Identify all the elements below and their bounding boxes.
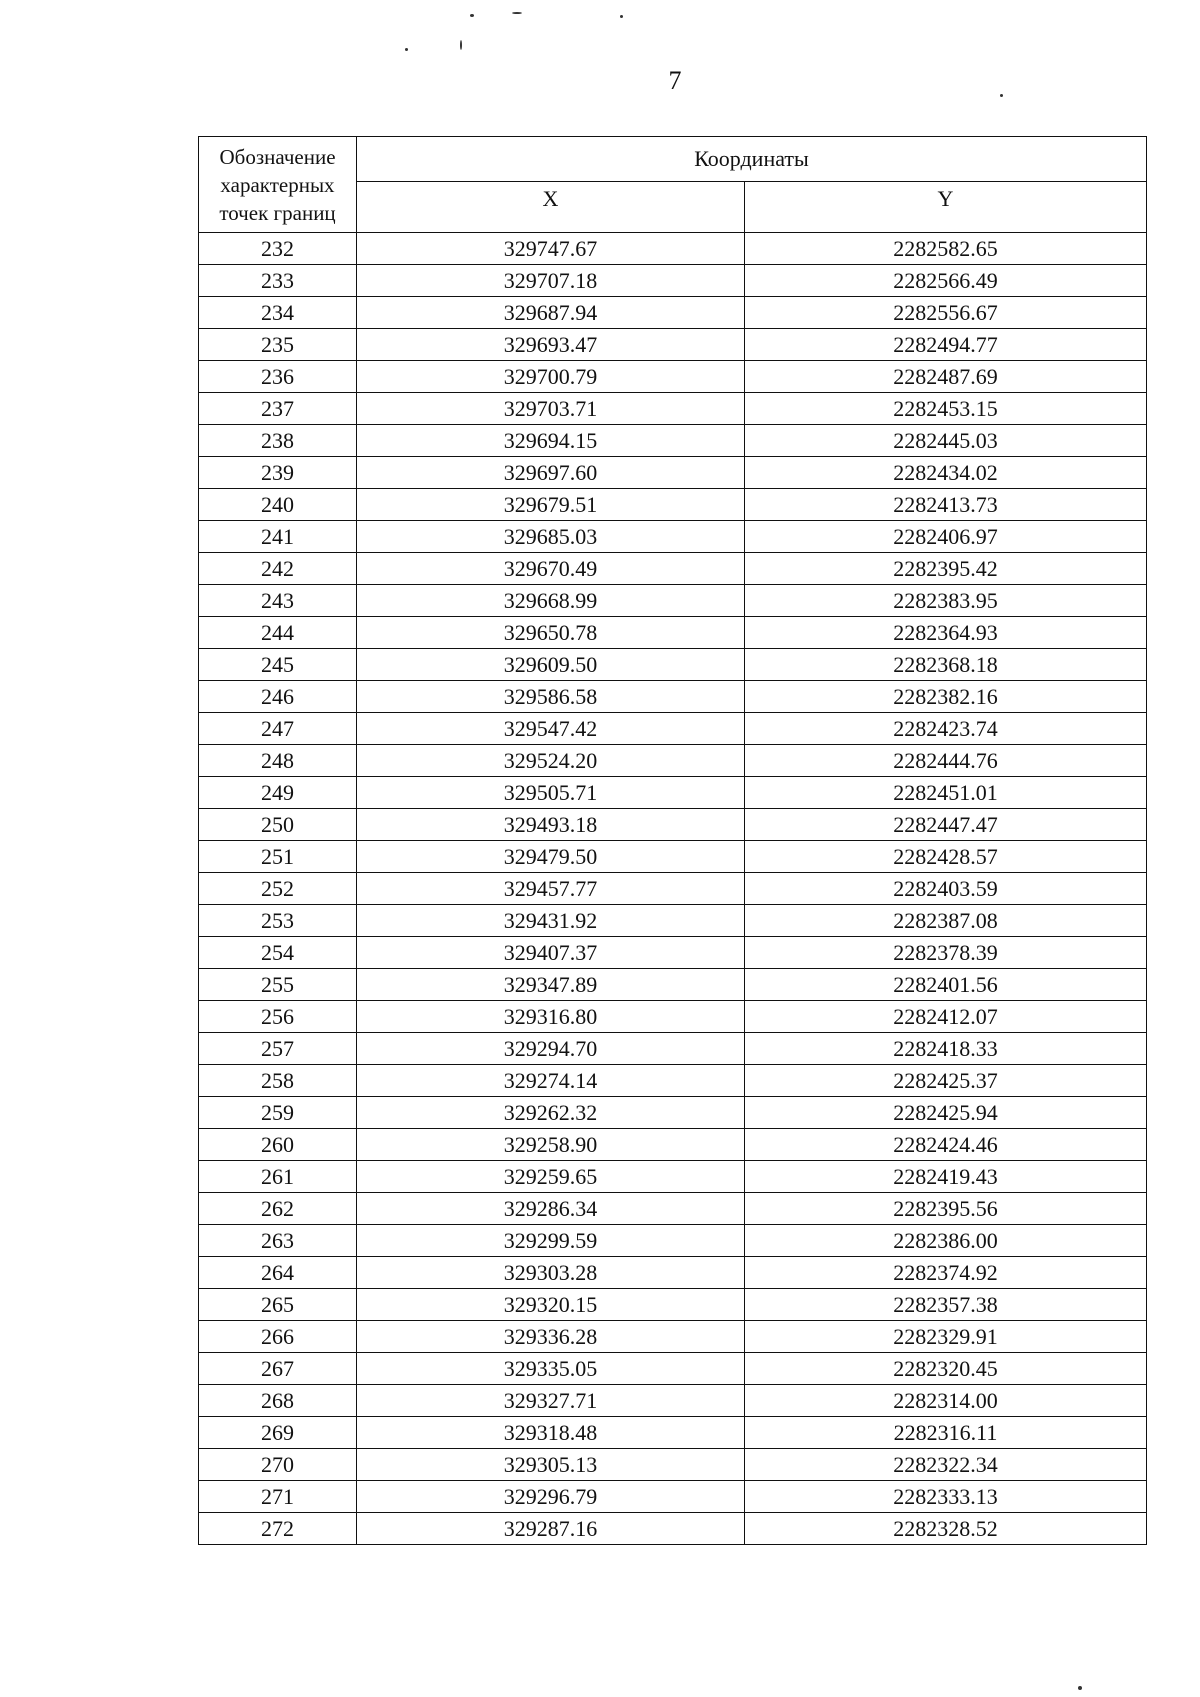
- table-row: [199, 1193, 1147, 1225]
- point-cell: 254: [199, 937, 357, 969]
- x-cell: 329697.60: [357, 457, 745, 489]
- x-cell: 329670.49: [357, 553, 745, 585]
- table-row: [199, 681, 1147, 713]
- table-row: [199, 1257, 1147, 1289]
- y-cell: 2282328.52: [745, 1513, 1147, 1545]
- point-cell: 235: [199, 329, 357, 361]
- point-cell: 237: [199, 393, 357, 425]
- y-cell: 2282566.49: [745, 265, 1147, 297]
- y-cell: 2282374.92: [745, 1257, 1147, 1289]
- table-row: [199, 809, 1147, 841]
- table-row: [199, 457, 1147, 489]
- y-cell: 2282444.76: [745, 745, 1147, 777]
- point-cell: 249: [199, 777, 357, 809]
- table-row: [199, 265, 1147, 297]
- x-cell: 329505.71: [357, 777, 745, 809]
- x-cell: 329547.42: [357, 713, 745, 745]
- x-cell: 329685.03: [357, 521, 745, 553]
- y-cell: 2282451.01: [745, 777, 1147, 809]
- x-cell: 329320.15: [357, 1289, 745, 1321]
- table-row: [199, 361, 1147, 393]
- x-cell: 329347.89: [357, 969, 745, 1001]
- x-cell: 329431.92: [357, 905, 745, 937]
- x-cell: 329650.78: [357, 617, 745, 649]
- scan-speck: [512, 12, 522, 14]
- y-cell: 2282556.67: [745, 297, 1147, 329]
- table-row: [199, 1385, 1147, 1417]
- x-cell: 329259.65: [357, 1161, 745, 1193]
- point-cell: 240: [199, 489, 357, 521]
- point-cell: 268: [199, 1385, 357, 1417]
- point-cell: 256: [199, 1001, 357, 1033]
- x-cell: 329609.50: [357, 649, 745, 681]
- table-row: [199, 297, 1147, 329]
- x-cell: 329274.14: [357, 1065, 745, 1097]
- table-row: [199, 329, 1147, 361]
- table-row: [199, 1321, 1147, 1353]
- point-cell: 260: [199, 1129, 357, 1161]
- table-row: [199, 521, 1147, 553]
- table-body: [199, 233, 1147, 1545]
- table-row: [199, 1289, 1147, 1321]
- y-cell: 2282453.15: [745, 393, 1147, 425]
- scan-speck: [1078, 1686, 1082, 1690]
- y-column-header: Y: [745, 182, 1147, 233]
- x-cell: 329703.71: [357, 393, 745, 425]
- point-cell: 267: [199, 1353, 357, 1385]
- point-cell: 234: [199, 297, 357, 329]
- table-row: [199, 553, 1147, 585]
- table-row: [199, 649, 1147, 681]
- point-cell: 255: [199, 969, 357, 1001]
- x-cell: 329286.34: [357, 1193, 745, 1225]
- table-row: [199, 585, 1147, 617]
- table-row: [199, 937, 1147, 969]
- x-cell: 329318.48: [357, 1417, 745, 1449]
- point-cell: 253: [199, 905, 357, 937]
- x-cell: 329316.80: [357, 1001, 745, 1033]
- x-cell: 329327.71: [357, 1385, 745, 1417]
- point-cell: 244: [199, 617, 357, 649]
- y-cell: 2282428.57: [745, 841, 1147, 873]
- point-cell: 262: [199, 1193, 357, 1225]
- y-cell: 2282383.95: [745, 585, 1147, 617]
- x-cell: 329305.13: [357, 1449, 745, 1481]
- x-cell: 329700.79: [357, 361, 745, 393]
- page-number: 7: [668, 66, 682, 95]
- x-cell: 329457.77: [357, 873, 745, 905]
- point-cell: 248: [199, 745, 357, 777]
- y-cell: 2282418.33: [745, 1033, 1147, 1065]
- point-cell: 236: [199, 361, 357, 393]
- point-cell: 242: [199, 553, 357, 585]
- x-cell: 329287.16: [357, 1513, 745, 1545]
- point-cell: 258: [199, 1065, 357, 1097]
- x-cell: 329693.47: [357, 329, 745, 361]
- x-cell: 329479.50: [357, 841, 745, 873]
- table-row: [199, 713, 1147, 745]
- y-cell: 2282406.97: [745, 521, 1147, 553]
- point-cell: 232: [199, 233, 357, 265]
- point-cell: 269: [199, 1417, 357, 1449]
- point-cell: 233: [199, 265, 357, 297]
- scan-speck: [620, 15, 623, 18]
- y-cell: 2282386.00: [745, 1225, 1147, 1257]
- table-row: [199, 1353, 1147, 1385]
- table-row: [199, 1513, 1147, 1545]
- y-cell: 2282403.59: [745, 873, 1147, 905]
- y-cell: 2282487.69: [745, 361, 1147, 393]
- x-cell: 329407.37: [357, 937, 745, 969]
- table-row: [199, 1417, 1147, 1449]
- y-cell: 2282314.00: [745, 1385, 1147, 1417]
- table-row: [199, 1065, 1147, 1097]
- scan-speck: [405, 48, 408, 51]
- y-cell: 2282424.46: [745, 1129, 1147, 1161]
- y-cell: 2282425.37: [745, 1065, 1147, 1097]
- y-cell: 2282316.11: [745, 1417, 1147, 1449]
- point-cell: 250: [199, 809, 357, 841]
- point-cell: 243: [199, 585, 357, 617]
- y-cell: 2282333.13: [745, 1481, 1147, 1513]
- x-cell: 329524.20: [357, 745, 745, 777]
- point-cell: 252: [199, 873, 357, 905]
- coordinates-header: Координаты: [357, 137, 1147, 182]
- y-cell: 2282382.16: [745, 681, 1147, 713]
- table-row: [199, 1225, 1147, 1257]
- x-cell: 329707.18: [357, 265, 745, 297]
- point-cell: 266: [199, 1321, 357, 1353]
- table-row: [199, 745, 1147, 777]
- y-cell: 2282412.07: [745, 1001, 1147, 1033]
- y-cell: 2282419.43: [745, 1161, 1147, 1193]
- scan-speck: [470, 14, 474, 17]
- point-cell: 271: [199, 1481, 357, 1513]
- x-cell: 329747.67: [357, 233, 745, 265]
- scan-speck: [460, 40, 462, 50]
- y-cell: 2282447.47: [745, 809, 1147, 841]
- table-row: [199, 1129, 1147, 1161]
- table-row: [199, 425, 1147, 457]
- point-cell: 264: [199, 1257, 357, 1289]
- coordinates-table: [198, 136, 1147, 1545]
- point-cell: 241: [199, 521, 357, 553]
- x-column-header: X: [357, 182, 745, 233]
- y-cell: 2282395.42: [745, 553, 1147, 585]
- x-cell: 329258.90: [357, 1129, 745, 1161]
- point-cell: 272: [199, 1513, 357, 1545]
- point-cell: 261: [199, 1161, 357, 1193]
- y-cell: 2282364.93: [745, 617, 1147, 649]
- x-cell: 329303.28: [357, 1257, 745, 1289]
- point-cell: 270: [199, 1449, 357, 1481]
- y-cell: 2282378.39: [745, 937, 1147, 969]
- x-cell: 329296.79: [357, 1481, 745, 1513]
- table-row: [199, 905, 1147, 937]
- y-cell: 2282445.03: [745, 425, 1147, 457]
- point-cell: 245: [199, 649, 357, 681]
- table-row: [199, 617, 1147, 649]
- x-cell: 329294.70: [357, 1033, 745, 1065]
- table-row: [199, 777, 1147, 809]
- x-cell: 329694.15: [357, 425, 745, 457]
- table-row: [199, 233, 1147, 265]
- table-row: [199, 1449, 1147, 1481]
- y-cell: 2282401.56: [745, 969, 1147, 1001]
- table-row: [199, 969, 1147, 1001]
- x-cell: 329679.51: [357, 489, 745, 521]
- y-cell: 2282434.02: [745, 457, 1147, 489]
- table-row: [199, 1097, 1147, 1129]
- point-cell: 251: [199, 841, 357, 873]
- y-cell: 2282387.08: [745, 905, 1147, 937]
- table-row: [199, 1481, 1147, 1513]
- y-cell: 2282329.91: [745, 1321, 1147, 1353]
- x-cell: 329336.28: [357, 1321, 745, 1353]
- x-cell: 329687.94: [357, 297, 745, 329]
- x-cell: 329668.99: [357, 585, 745, 617]
- point-cell: 247: [199, 713, 357, 745]
- point-cell: 239: [199, 457, 357, 489]
- y-cell: 2282425.94: [745, 1097, 1147, 1129]
- y-cell: 2282368.18: [745, 649, 1147, 681]
- y-cell: 2282395.56: [745, 1193, 1147, 1225]
- y-cell: 2282582.65: [745, 233, 1147, 265]
- table-row: [199, 1161, 1147, 1193]
- table-row: [199, 1033, 1147, 1065]
- y-cell: 2282423.74: [745, 713, 1147, 745]
- y-cell: 2282357.38: [745, 1289, 1147, 1321]
- x-cell: 329493.18: [357, 809, 745, 841]
- x-cell: 329586.58: [357, 681, 745, 713]
- x-cell: 329262.32: [357, 1097, 745, 1129]
- point-cell: 263: [199, 1225, 357, 1257]
- table-row: [199, 841, 1147, 873]
- table-row: [199, 393, 1147, 425]
- point-cell: 257: [199, 1033, 357, 1065]
- point-designation-header: Обозначение характерных точек границ: [199, 137, 357, 233]
- table-row: [199, 1001, 1147, 1033]
- point-cell: 259: [199, 1097, 357, 1129]
- x-cell: 329335.05: [357, 1353, 745, 1385]
- y-cell: 2282322.34: [745, 1449, 1147, 1481]
- x-cell: 329299.59: [357, 1225, 745, 1257]
- point-cell: 246: [199, 681, 357, 713]
- y-cell: 2282320.45: [745, 1353, 1147, 1385]
- y-cell: 2282413.73: [745, 489, 1147, 521]
- point-cell: 238: [199, 425, 357, 457]
- table-row: [199, 873, 1147, 905]
- table-row: [199, 489, 1147, 521]
- point-cell: 265: [199, 1289, 357, 1321]
- y-cell: 2282494.77: [745, 329, 1147, 361]
